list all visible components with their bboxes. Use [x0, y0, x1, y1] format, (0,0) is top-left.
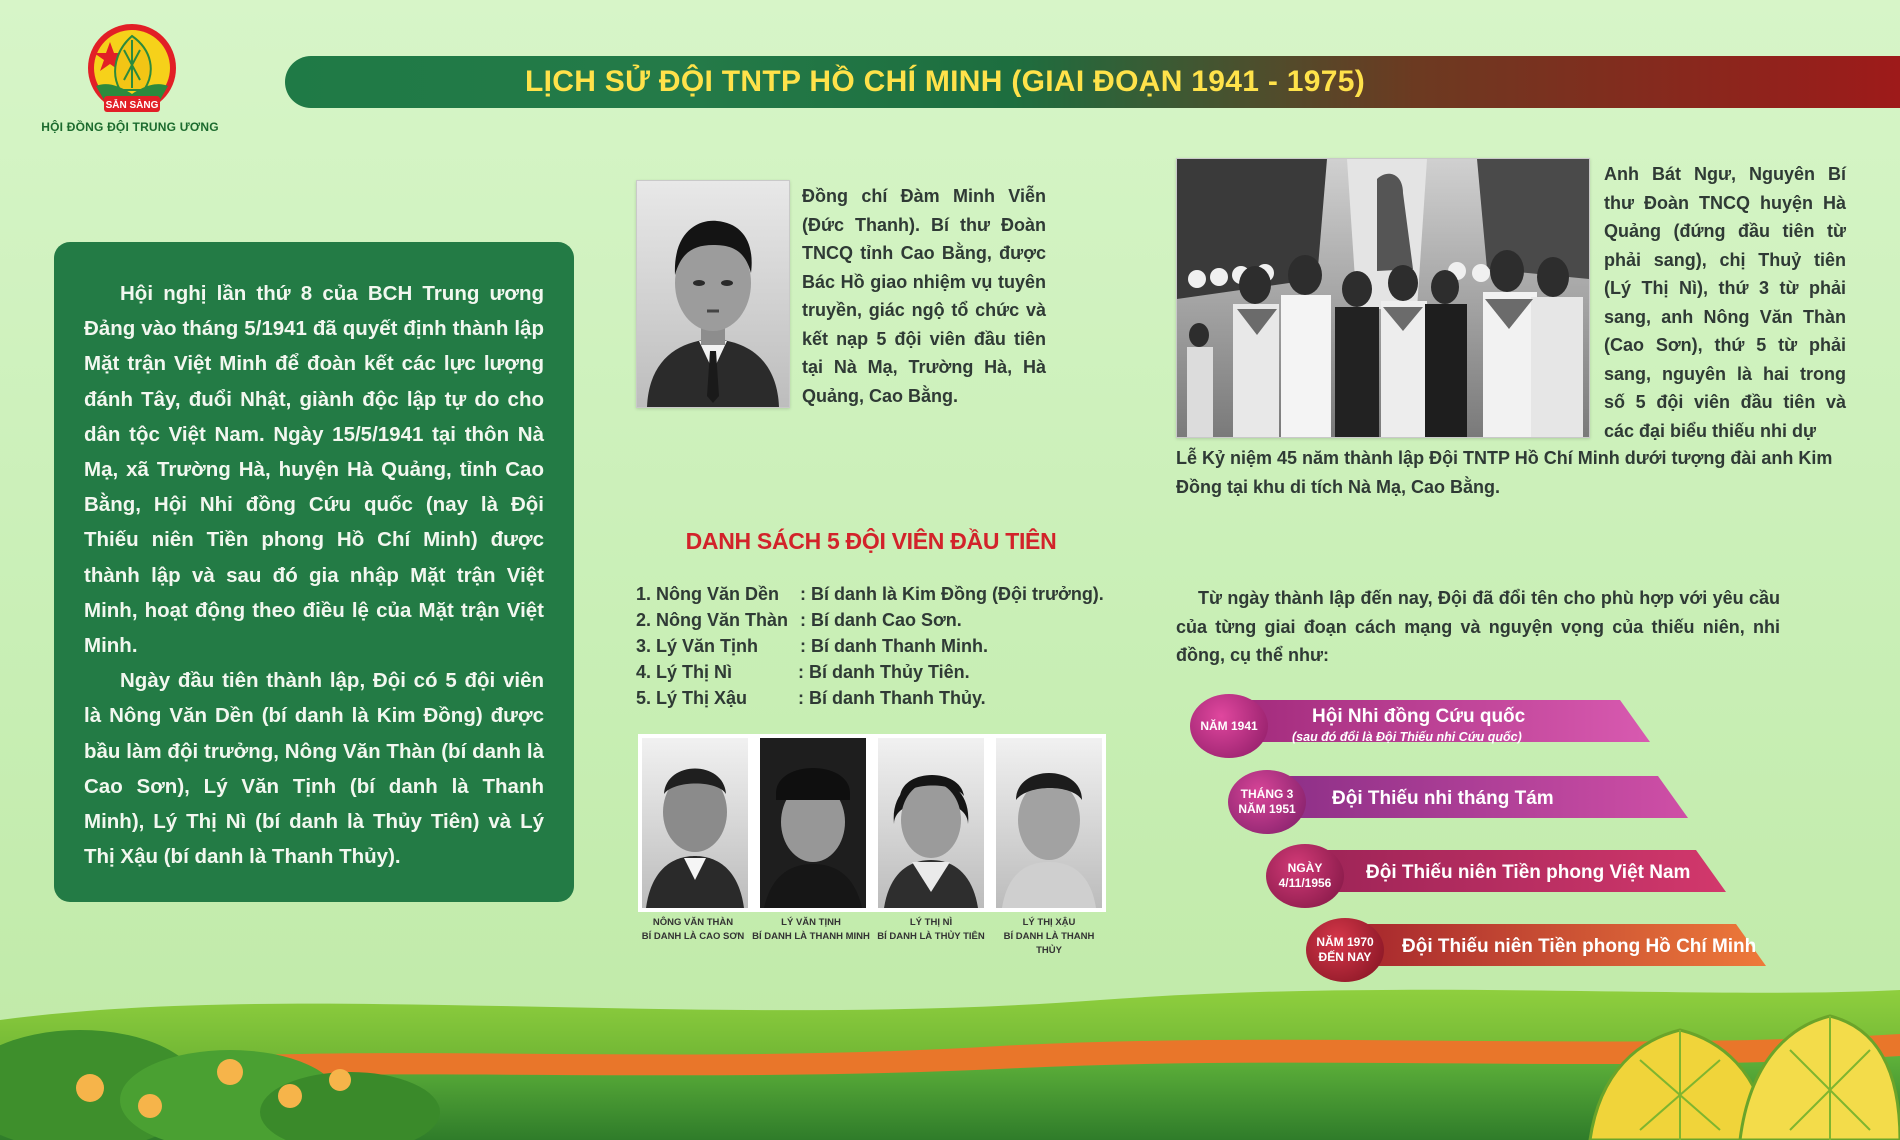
- group-photo-description: Anh Bát Ngư, Nguyên Bí thư Đoàn TNCQ huyện Hà Quảng (đứng đầu tiên từ phải sang), chị Thuỷ tiên (Lý Thị Nì), thứ 3 từ phải sang, anh Nông Văn Thàn (Cao Sơn), thứ 5 từ phải sang, nguyên là hai trong số 5 đội viên đầu tiên và các đại biểu thiếu nhi dự: [1604, 164, 1846, 441]
- title-bar: [285, 56, 1900, 108]
- portrait-image: [637, 181, 789, 407]
- member-photo-caption: [872, 916, 990, 944]
- member-photo-name: NÔNG VĂN THÀN: [652, 917, 734, 928]
- timeline-date-badge: [1266, 844, 1344, 908]
- member-photo-alias: BÍ DANH LÀ CAO SƠN: [641, 931, 745, 942]
- timeline-date: ĐẾN NAY: [1318, 950, 1372, 964]
- timeline-date: NĂM 1951: [1238, 802, 1296, 816]
- page-title: LỊCH SỬ ĐỘI TNTP HỒ CHÍ MINH (GIAI ĐOẠN 1941 - 1975): [524, 65, 1366, 98]
- member-name: 5. Lý Thị Xậu: [636, 688, 748, 708]
- timeline-date: NGÀY: [1287, 861, 1323, 875]
- members-list: [636, 584, 1116, 724]
- member-photos-strip: [638, 734, 1106, 912]
- timeline-date: 4/11/1956: [1278, 876, 1332, 890]
- member-name: 4. Lý Thị Nì: [636, 662, 733, 682]
- timeline-name: Hội Nhi đồng Cứu quốc: [1312, 706, 1526, 727]
- member-photo-name: LÝ VĂN TỊNH: [781, 917, 841, 928]
- history-panel: [54, 242, 574, 902]
- timeline-name: Đội Thiếu niên Tiền phong Việt Nam: [1366, 862, 1691, 883]
- logo-badge-text: SẴN SÀNG: [105, 100, 159, 111]
- member-photo-name: LÝ THỊ NÌ: [909, 917, 953, 928]
- timeline-date-badge: [1190, 694, 1268, 758]
- group-photo: [1176, 158, 1590, 438]
- timeline-date: THÁNG 3: [1240, 787, 1294, 801]
- member-photos: [638, 734, 1106, 912]
- timeline-name: Đội Thiếu nhi tháng Tám: [1332, 788, 1554, 809]
- member-alias: : Bí danh Thanh Thủy.: [798, 688, 986, 708]
- member-alias: : Bí danh là Kim Đồng (Đội trưởng).: [800, 584, 1104, 604]
- ceremony-image: [1177, 159, 1589, 437]
- member-photo-alias: BÍ DANH LÀ THỦY TIÊN: [877, 931, 985, 942]
- name-timeline: [1190, 694, 1760, 974]
- member-photo-caption: [990, 916, 1108, 958]
- member-alias: : Bí danh Thanh Minh.: [800, 636, 988, 656]
- member-alias: : Bí danh Thủy Tiên.: [798, 662, 970, 682]
- timeline-item: [1266, 844, 1726, 890]
- portrait-photo: [636, 180, 790, 408]
- timeline-date: NĂM 1941: [1200, 718, 1258, 733]
- names-intro: Từ ngày thành lập đến nay, Đội đã đổi tên cho phù hợp với yêu cầu của từng giai đoạn cách mạng và nguyện vọng của thiếu niên, nhi đồng, cụ thể như:: [1176, 588, 1780, 665]
- timeline-item: [1228, 770, 1688, 816]
- group-photo-caption: Lễ Kỷ niệm 45 năm thành lập Đội TNTP Hồ Chí Minh dưới tượng đài anh Kim Đồng tại khu di tích Nà Mạ, Cao Bằng.: [1176, 448, 1833, 497]
- timeline-note: (sau đó đổi là Đội Thiếu nhi Cứu quốc): [1292, 730, 1522, 744]
- timeline-item: [1190, 694, 1650, 744]
- member-photo-name: LÝ THỊ XẬU: [1022, 917, 1076, 928]
- history-paragraph: Hội nghị lần thứ 8 của BCH Trung ương Đảng vào tháng 5/1941 đã quyết định thành lập Mặt trận Việt Minh để đoàn kết các lực lượng đánh Tây, đuổi Nhật, giành độc lập tự do cho dân tộc Việt Nam. Ngày 15/5/1941 tại thôn Nà Mạ, xã Trường Hà, huyện Hà Quảng, tỉnh Cao Bằng, Hội Nhi đồng Cứu quốc (nay là Đội Thiếu niên Tiền phong Hồ Chí Minh) được thành lập và sau đó gia nhập Mặt trận Việt Minh, hoạt động theo điều lệ của Mặt trận Việt Minh.: [84, 282, 544, 658]
- landscape-decoration: [0, 960, 1900, 1140]
- timeline-date-badge: [1228, 770, 1306, 834]
- organization-logo: [40, 20, 220, 145]
- timeline-item: [1306, 918, 1766, 964]
- member-name: 1. Nông Văn Dền: [636, 584, 780, 604]
- org-name: HỘI ĐỒNG ĐỘI TRUNG ƯƠNG: [41, 120, 219, 134]
- members-list-title: DANH SÁCH 5 ĐỘI VIÊN ĐẦU TIÊN: [685, 528, 1057, 554]
- history-paragraph: Ngày đầu tiên thành lập, Đội có 5 đội viên là Nông Văn Dền (bí danh là Kim Đồng) được bầu làm đội trưởng, Nông Văn Thàn (bí danh là Cao Sơn), Lý Văn Tịnh (bí danh là Thanh Minh), Lý Thị Nì (bí danh là Thủy Tiên) và Lý Thị Xậu (bí danh là Thanh Thủy).: [84, 669, 544, 869]
- member-photo-caption: [752, 916, 870, 944]
- member-name: 3. Lý Văn Tịnh: [636, 636, 759, 656]
- bamboo-badge-icon: [40, 20, 220, 120]
- timeline-name: Đội Thiếu niên Tiền phong Hồ Chí Minh: [1402, 936, 1757, 957]
- member-photo-caption: [634, 916, 752, 944]
- member-photo-alias: BÍ DANH LÀ THANH THỦY: [1003, 931, 1095, 956]
- member-photo-alias: BÍ DANH LÀ THANH MINH: [752, 931, 870, 942]
- member-alias: : Bí danh Cao Sơn.: [800, 610, 962, 630]
- vien-description: Đồng chí Đàm Minh Viễn (Đức Thanh). Bí thư Đoàn TNCQ tỉnh Cao Bằng, được Bác Hồ giao nhiệm vụ tuyên truyền, giác ngộ tổ chức và kết nạp 5 đội viên đầu tiên tại Nà Mạ, Trường Hà, Hà Quảng, Cao Bằng.: [802, 186, 1046, 406]
- member-name: 2. Nông Văn Thàn: [636, 610, 789, 630]
- timeline-date: NĂM 1970: [1316, 935, 1374, 949]
